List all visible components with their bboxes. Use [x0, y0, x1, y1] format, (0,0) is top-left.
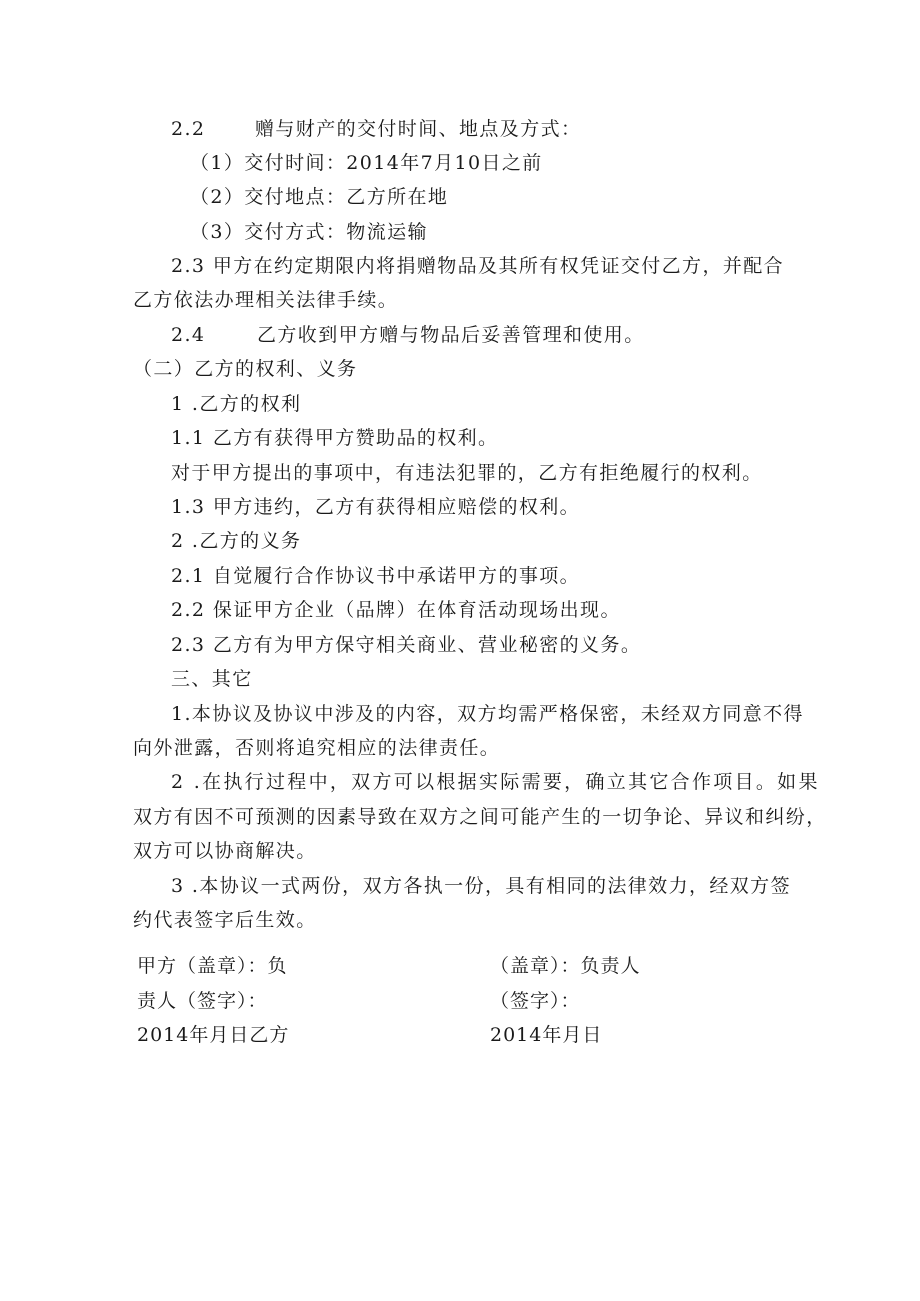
- others-clause-3-line1: 3 .本协议一式两份，双方各执一份，具有相同的法律效力，经双方签: [171, 875, 791, 897]
- party-b-duty-2-2: 2.2 保证甲方企业（品牌）在体育活动现场出现。: [171, 599, 621, 621]
- party-b-rights-heading: 1 .乙方的权利: [171, 393, 302, 415]
- signature-right-line3: 2014年月日: [490, 1024, 603, 1046]
- signature-right-line1: （盖章）：负责人: [490, 955, 641, 977]
- others-clause-3-line2: 约代表签字后生效。: [133, 909, 317, 931]
- signature-right-line2: （签字）：: [490, 990, 581, 1012]
- party-b-duties-heading: 2 .乙方的义务: [171, 530, 302, 552]
- clause-2-2-sub2: （2）交付地点：乙方所在地: [190, 186, 449, 208]
- clause-2-4-number: 2.4: [171, 324, 206, 346]
- others-clause-2-line2: 双方有因不可预测的因素导致在双方之间可能产生的一切争论、异议和纠纷，: [133, 806, 827, 828]
- clause-2-3-line1: 2.3 甲方在约定期限内将捐赠物品及其所有权凭证交付乙方，并配合: [171, 255, 785, 277]
- others-clause-2-line3: 双方可以协商解决。: [133, 840, 317, 862]
- clause-2-2-number: 2.2: [171, 118, 206, 140]
- party-b-right-1-2: 对于甲方提出的事项中，有违法犯罪的，乙方有拒绝履行的权利。: [171, 462, 763, 484]
- party-b-right-1-1: 1.1 乙方有获得甲方赞助品的权利。: [171, 427, 499, 449]
- clause-2-3-line2: 乙方依法办理相关法律手续。: [133, 289, 399, 311]
- clause-2-2-text: 赠与财产的交付时间、地点及方式：: [255, 118, 582, 140]
- signature-left-line3: 2014年月日乙方: [137, 1024, 290, 1046]
- party-b-right-1-3: 1.3 甲方违约，乙方有获得相应赔偿的权利。: [171, 496, 581, 518]
- others-heading: 三、其它: [171, 668, 253, 690]
- others-clause-2-line1: 2 .在执行过程中，双方可以根据实际需要，确立其它合作项目。如果: [171, 771, 820, 793]
- signature-left-line1: 甲方（盖章）：负: [137, 955, 288, 977]
- clause-2-2-sub3: （3）交付方式：物流运输: [190, 221, 428, 243]
- others-clause-1-line1: 1.本协议及协议中涉及的内容，双方均需严格保密，未经双方同意不得: [171, 703, 804, 725]
- clause-2-2-sub1: （1）交付时间：2014年7月10日之前: [190, 152, 543, 174]
- others-clause-1-line2: 向外泄露，否则将追究相应的法律责任。: [133, 737, 501, 759]
- clause-2-4-text: 乙方收到甲方赠与物品后妥善管理和使用。: [257, 324, 645, 346]
- party-b-duty-2-1: 2.1 自觉履行合作协议书中承诺甲方的事项。: [171, 565, 581, 587]
- signature-left-line2: 责人（签字）：: [137, 990, 268, 1012]
- party-b-heading: （二）乙方的权利、义务: [133, 358, 358, 380]
- party-b-duty-2-3: 2.3 乙方有为甲方保守相关商业、营业秘密的义务。: [171, 634, 642, 656]
